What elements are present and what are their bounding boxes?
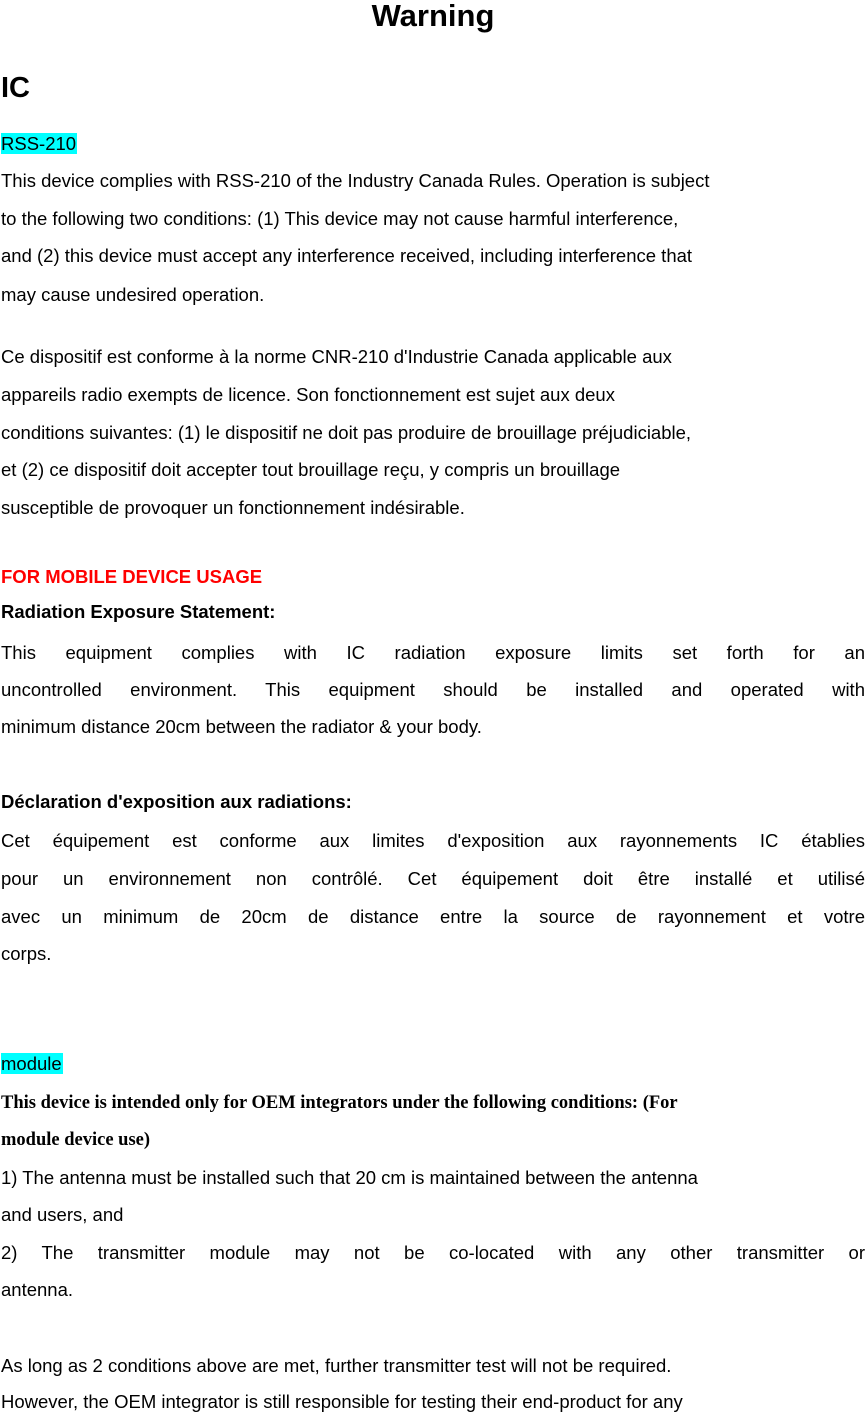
condition-2-line: 2) The transmitter module may not be co-located with any other transmitter or <box>1 1242 865 1263</box>
declaration-para-line: Cet équipement est conforme aux limites d'exposition aux rayonnements IC établies <box>1 830 865 851</box>
condition-1-line: and users, and <box>1 1204 124 1225</box>
rss-label-line <box>1 128 865 160</box>
fr-para-line: susceptible de provoquer un fonctionnement indésirable. <box>1 497 465 518</box>
declaration-para-line: corps. <box>1 943 52 964</box>
module-label-line <box>1 1048 865 1080</box>
mobile-usage-heading: FOR MOBILE DEVICE USAGE <box>1 566 263 587</box>
en-para-line: to the following two conditions: (1) This device may not cause harmful interference, <box>1 208 679 229</box>
fr-para-line: conditions suivantes: (1) le dispositif ne doit pas produire de brouillage préjudiciable, <box>1 422 692 443</box>
declaration-para-line: avec un minimum de 20cm de distance entre la source de rayonnement et votre <box>1 906 865 927</box>
declaration-heading: Déclaration d'exposition aux radiations: <box>1 791 352 812</box>
condition-2-line: antenna. <box>1 1279 74 1300</box>
en-para-line: may cause undesired operation. <box>1 284 265 305</box>
rss-label: RSS-210 <box>1 133 77 154</box>
section-heading-ic: IC <box>1 72 30 104</box>
radiation-para-line: This equipment complies with IC radiation exposure limits set forth for an <box>1 642 865 663</box>
radiation-heading: Radiation Exposure Statement: <box>1 601 276 622</box>
final-para-line: However, the OEM integrator is still responsible for testing their end-product for any <box>1 1391 683 1412</box>
en-para-line: This device complies with RSS-210 of the Industry Canada Rules. Operation is subject <box>1 170 710 191</box>
fr-para-line: appareils radio exempts de licence. Son fonctionnement est sujet aux deux <box>1 384 615 405</box>
fr-para-line: Ce dispositif est conforme à la norme CNR-210 d'Industrie Canada applicable aux <box>1 346 672 367</box>
oem-heading-line: This device is intended only for OEM integrators under the following conditions: (For <box>1 1093 678 1113</box>
declaration-para-line: pour un environnement non contrôlé. Cet équipement doit être installé et utilisé <box>1 868 865 889</box>
module-label: module <box>1 1053 62 1074</box>
radiation-para-line: minimum distance 20cm between the radiator & your body. <box>1 716 482 737</box>
condition-1-line: 1) The antenna must be installed such that 20 cm is maintained between the antenna <box>1 1167 698 1188</box>
final-para-line: As long as 2 conditions above are met, further transmitter test will not be required. <box>1 1355 672 1376</box>
fr-para-line: et (2) ce dispositif doit accepter tout brouillage reçu, y compris un brouillage <box>1 459 621 480</box>
page-title: Warning <box>371 0 495 33</box>
en-para-line: and (2) this device must accept any interference received, including interference that <box>1 245 693 266</box>
radiation-para-line: uncontrolled environment. This equipment should be installed and operated with <box>1 679 865 700</box>
oem-heading-line: module device use) <box>1 1130 151 1150</box>
